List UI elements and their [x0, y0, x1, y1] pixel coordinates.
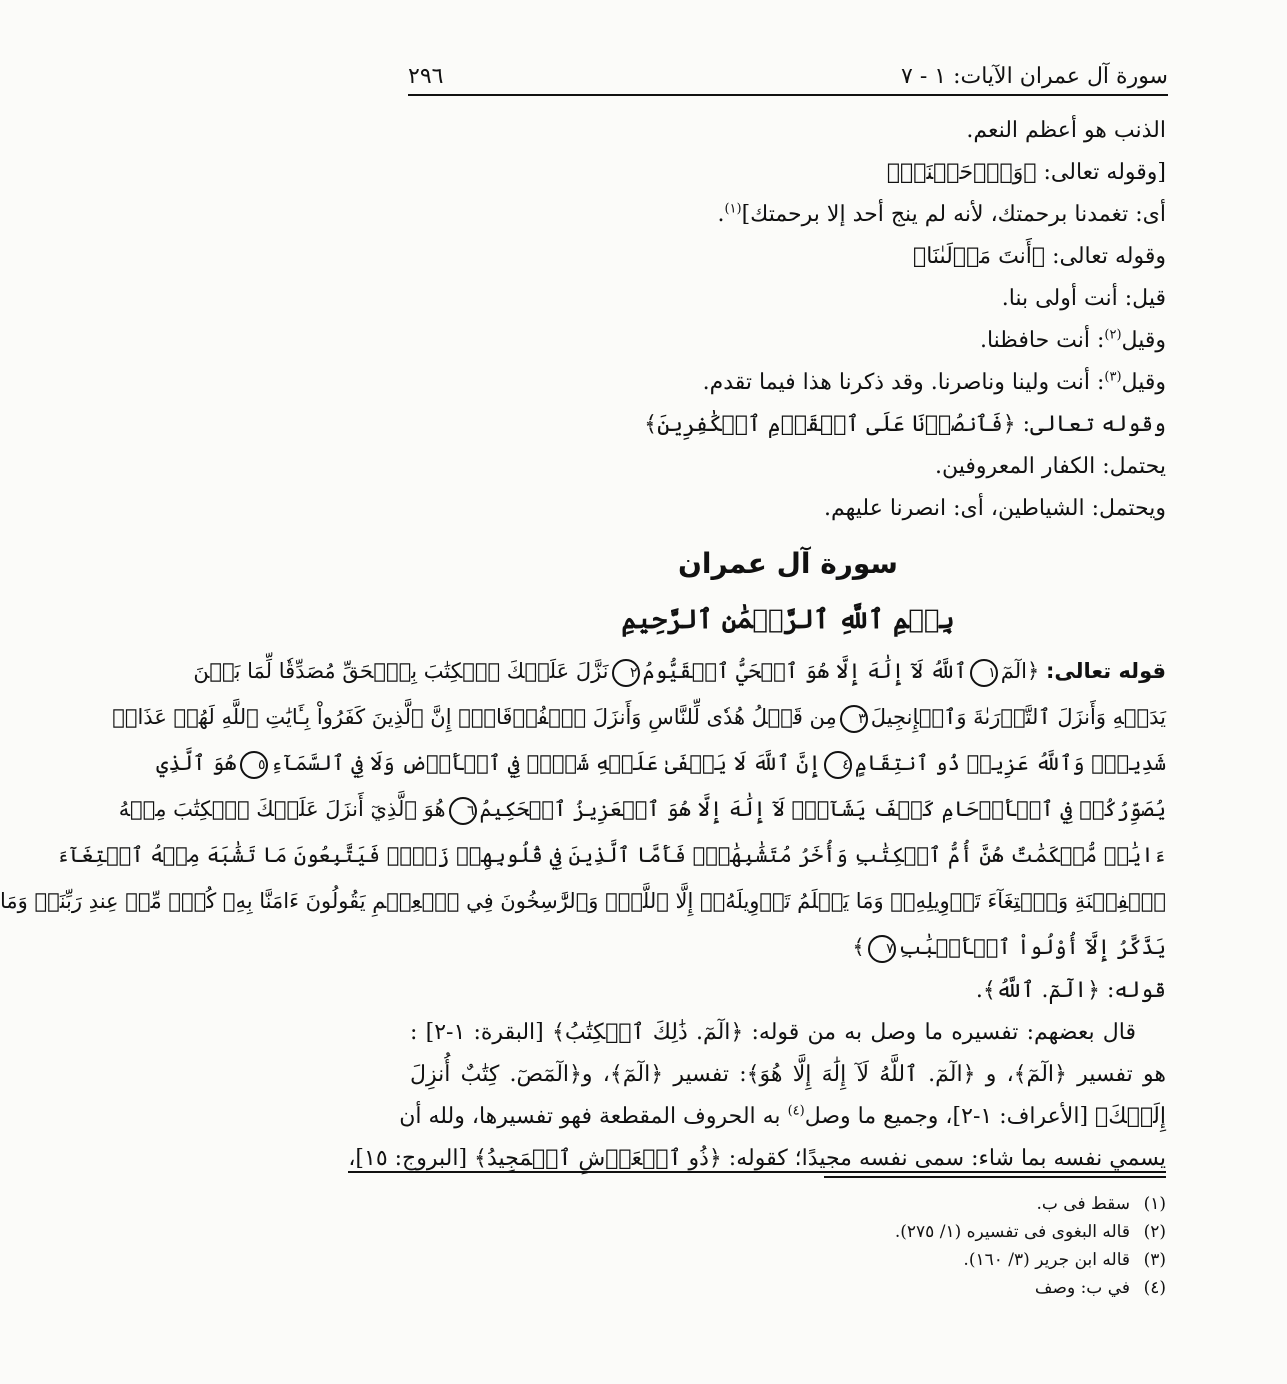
footnote-divider — [824, 1176, 1166, 1178]
quran-line — [156, 740, 1166, 786]
quran-lead: قوله تعالى: — [1045, 659, 1166, 683]
footnotes — [666, 1190, 1166, 1302]
commentary-line: قوله: ﴿الٓمٓ. ٱللَّهُ﴾. — [975, 978, 1166, 1003]
quran-line — [118, 786, 1166, 832]
quran-line: ٱلۡفِتۡنَةِ وَٱبۡتِغَآءَ تَأۡوِيلِهِۦۖ وَمَا يَعۡلَمُ تَأۡوِيلَهُۥٓ إِلَّا ٱللَّهُۗ وَٱلرَّٰسِخُونَ فِي ٱلۡعِلۡمِ يَقُولُونَ ءَامَنَّا بِهِۦ كُلّٞ مِّنۡ عِندِ رَبِّنَاۗ وَمَا — [0, 889, 1166, 913]
text-segment: وقيل — [1121, 328, 1166, 353]
main-text — [0, 110, 1166, 1180]
quran-text: يَذَّكَّرُ إِلَّآ أُوْلُواْ ٱلۡأَلۡبَٰبِ — [898, 935, 1166, 959]
quran-text: ﴿الٓمٓ — [1000, 659, 1040, 683]
text-line: الذنب هو أعظم النعم. — [966, 118, 1166, 143]
footnote-number: (٣) — [1143, 1250, 1166, 1270]
quran-line: ءَايَٰتٞ مُّحۡكَمَٰتٌ هُنَّ أُمُّ ٱلۡكِتَٰبِ وَأُخَرُ مُتَشَٰبِهَٰتٞۖ فَأَمَّا ٱلَّذِينَ فِي قُلُوبِهِمۡ زَيۡغٞ فَيَتَّبِعُونَ مَا تَشَٰبَهَ مِنۡهُ ٱبۡتِغَآءَ — [56, 843, 1166, 867]
ayah-number-marker: ٤ — [824, 751, 852, 779]
ayah-number-marker: ٦ — [449, 797, 477, 825]
ayah-number-marker: ١ — [970, 659, 998, 687]
footnote-number: (٢) — [1143, 1222, 1166, 1242]
footnote — [666, 1246, 1166, 1274]
commentary-line: قال بعضهم: تفسيره ما وصل به من قوله: ﴿الٓمٓ. ذَٰلِكَ ٱلۡكِتَٰبُ﴾ [البقرة: ١-٢] : — [410, 1020, 1136, 1045]
text-segment: : أنت حافظنا. — [979, 328, 1105, 353]
quran-block — [0, 648, 1166, 970]
footnote-ref: (٤) — [787, 1103, 805, 1119]
text-line: وقوله تعالى: ﴿فَٱنصُرۡنَا عَلَى ٱلۡقَوۡمِ ٱلۡكَٰفِرِينَ﴾ — [644, 412, 1166, 437]
text-segment: به الحروف المقطعة فهو تفسيرها، ولله أن — [399, 1104, 781, 1129]
quran-line — [410, 924, 1166, 970]
quran-text: هُوَ ٱلَّذِي — [156, 751, 237, 775]
footnote-number: (١) — [1143, 1194, 1166, 1214]
basmala: بِسۡمِ ٱللَّهِ ٱلرَّحۡمَٰنِ ٱلرَّحِيمِ — [621, 605, 955, 635]
surah-title: سورة آل عمران — [678, 547, 898, 580]
page-number: ٢٩٦ — [408, 64, 444, 89]
quran-text: إِنَّ ٱللَّهَ لَا يَخۡفَىٰ عَلَيۡهِ شَيۡءٞ فِي ٱلۡأَرۡضِ وَلَا فِي ٱلسَّمَآءِ — [270, 751, 821, 775]
footnote-number: (٤) — [1143, 1278, 1166, 1298]
page-header — [408, 58, 1168, 96]
footnote-text: في ب: وصف — [1034, 1278, 1130, 1298]
commentary — [348, 970, 1166, 1180]
text-line — [410, 320, 1166, 362]
quran-text: هُوَ ٱلَّذِيٓ أَنزَلَ عَلَيۡكَ ٱلۡكِتَٰبَ مِنۡهُ — [118, 797, 446, 821]
text-line: [وقوله تعالى: ﴿وَٱرۡحَمۡنَآۚ﴾ — [886, 160, 1166, 185]
running-title: سورة آل عمران الآيات: ١ - ٧ — [901, 64, 1168, 89]
quran-text: يَدَيۡهِ وَأَنزَلَ ٱلتَّوۡرَىٰةَ وَٱلۡإِنجِيلَ — [870, 705, 1166, 729]
ayah-number-marker: ٥ — [240, 751, 268, 779]
text-line: ويحتمل: الشياطين، أى: انصرنا عليهم. — [824, 496, 1166, 521]
text-line: وقوله تعالى: ﴿أَنتَ مَوۡلَىٰنَا﴾ — [913, 244, 1166, 269]
quran-text: يُصَوِّرُكُمۡ فِي ٱلۡأَرۡحَامِ كَيۡفَ يَشَآءُۚ لَآ إِلَٰهَ إِلَّا هُوَ ٱلۡعَزِيزُ ٱلۡحَكِيمُ — [479, 797, 1166, 821]
underlined-text: يسمي نفسه بما شاء: سمى نفسه مجيدًا؛ كقوله: ﴿ذُو ٱلۡعَرۡشِ ٱلۡمَجِيدُ﴾ [البروج: ١٥]، — [348, 1146, 1166, 1171]
footnote-text: قاله البغوى فى تفسيره (١/ ٢٧٥). — [894, 1222, 1130, 1242]
footnote-ref: (٢) — [1104, 327, 1122, 343]
footnote — [666, 1218, 1166, 1246]
footnote-text: قاله ابن جرير (٣/ ١٦٠). — [963, 1250, 1130, 1270]
quran-text: مِن قَبۡلُ هُدٗى لِّلنَّاسِ وَأَنزَلَ ٱلۡفُرۡقَانَۗ إِنَّ ٱلَّذِينَ كَفَرُواْ بِـَٔايَٰتِ ٱللَّهِ لَهُمۡ عَذَابٞ — [112, 705, 837, 729]
footnote-ref: (٣) — [1104, 369, 1122, 385]
quran-text: ﴾ — [852, 935, 865, 959]
ayah-number-marker: ٧ — [868, 935, 896, 963]
text-line — [410, 362, 1166, 404]
quran-text: نَزَّلَ عَلَيۡكَ ٱلۡكِتَٰبَ بِٱلۡحَقِّ مُصَدِّقٗا لِّمَا بَيۡنَ — [193, 659, 609, 683]
footnote — [666, 1274, 1166, 1302]
text-line: يحتمل: الكفار المعروفين. — [935, 454, 1166, 479]
quran-line — [193, 648, 1166, 694]
ayah-number-marker: ٣ — [840, 705, 868, 733]
quran-line — [112, 694, 1166, 740]
commentary-line — [399, 1096, 1166, 1138]
footnote-text: سقط فى ب. — [1036, 1194, 1130, 1214]
commentary-line — [348, 1138, 1166, 1180]
quran-text: شَدِيدٞۗ وَٱللَّهُ عَزِيزٞ ذُو ٱنتِقَامٍ — [854, 751, 1166, 775]
text-segment: . — [717, 202, 725, 227]
footnote-ref: (١) — [724, 201, 742, 217]
text-segment: : أنت ولينا وناصرنا. وقد ذكرنا هذا فيما تقدم. — [702, 370, 1105, 395]
text-segment: وقيل — [1121, 370, 1166, 395]
ayah-number-marker: ٢ — [612, 659, 640, 687]
commentary-line: هو تفسير ﴿الٓمٓ﴾، و ﴿الٓمٓ. ٱللَّهُ لَآ إِلَٰهَ إِلَّا هُوَ﴾: تفسير ﴿الٓمٓ﴾، و﴿الٓمٓصٓ. كِتَٰبٌ أُنزِلَ — [410, 1062, 1166, 1087]
text-line — [410, 194, 1166, 236]
text-segment: إِلَيۡكَ﴾ [الأعراف: ١-٢]، وجميع ما وصل — [804, 1104, 1166, 1129]
footnote — [666, 1190, 1166, 1218]
text-segment: أى: تغمدنا برحمتك، لأنه لم ينج أحد إلا برحمتك] — [741, 202, 1166, 227]
text-line: قيل: أنت أولى بنا. — [1001, 286, 1166, 311]
quran-text: ٱللَّهُ لَآ إِلَٰهَ إِلَّا هُوَ ٱلۡحَيُّ ٱلۡقَيُّومُ — [642, 659, 967, 683]
